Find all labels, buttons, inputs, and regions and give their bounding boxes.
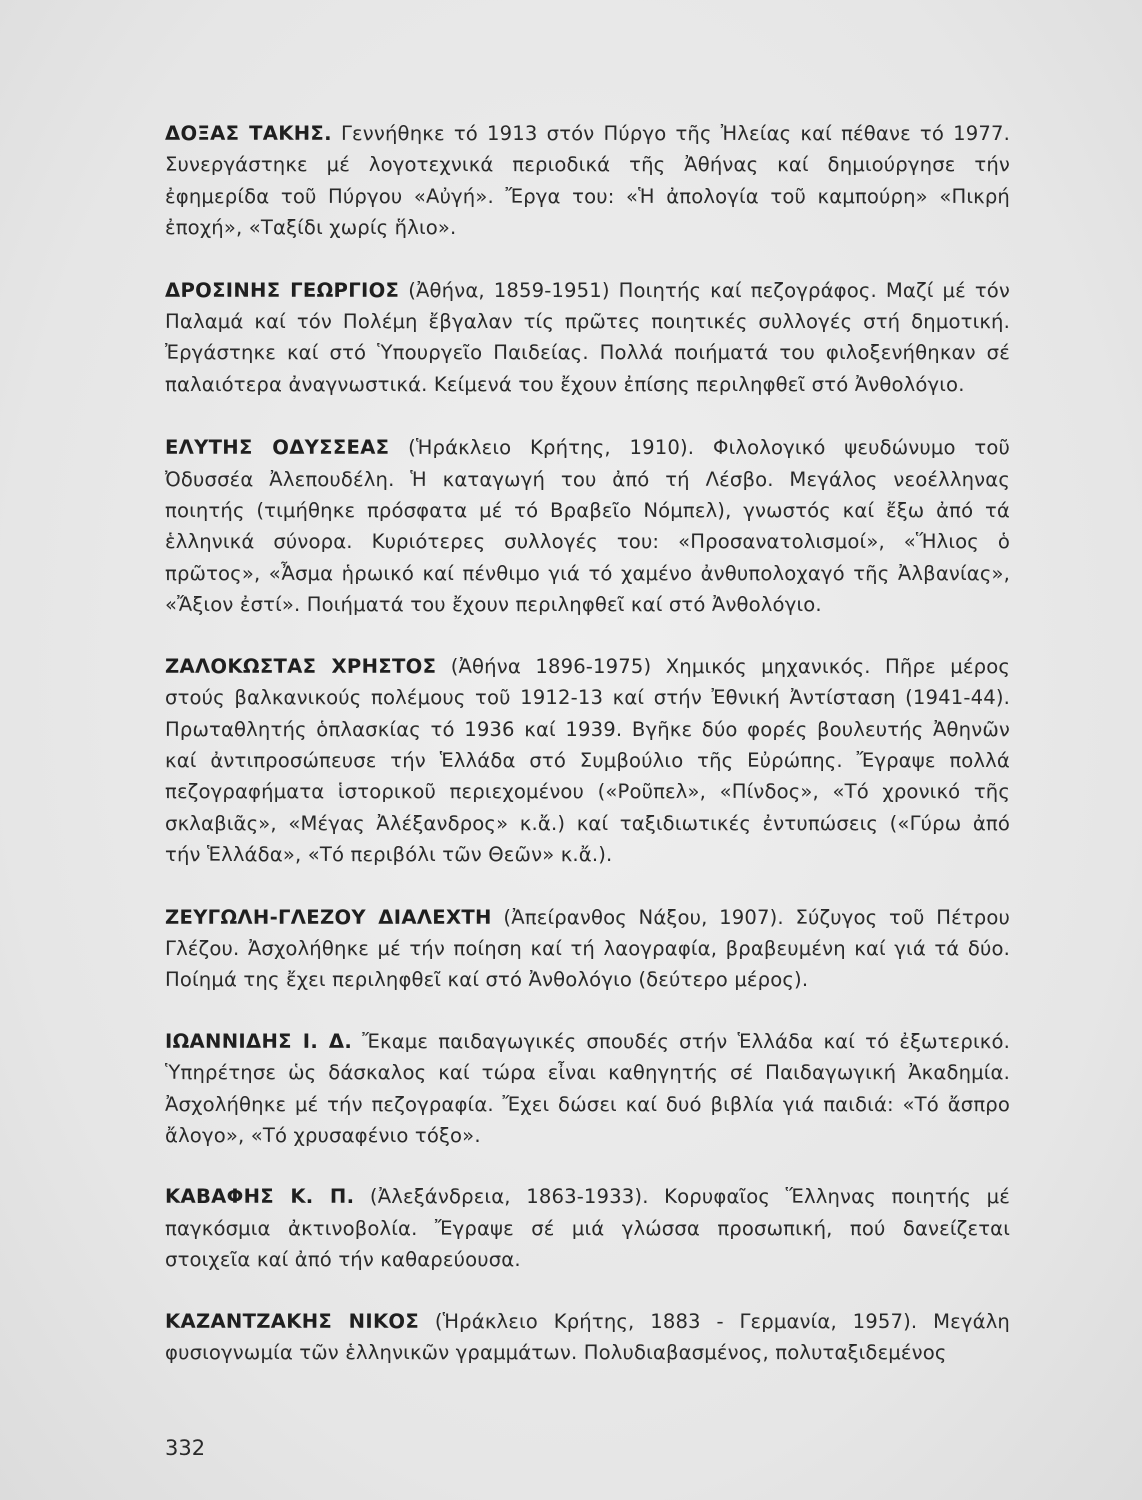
entry-text: (Ἡράκλειο Κρήτης, 1910). Φιλολογικό ψευδώνυμο τοῦ Ὀδυσσέα Ἀλεπουδέλη. Ἡ καταγωγή του ἀπό τή Λέσβο. Μεγάλος νεοέλληνας ποιητής (τιμήθηκε πρόσφατα μέ τό Βραβεῖο Νόμπελ), γνωστός καί ἔξω ἀπό τά ἑλληνικά σύνορα. Κυριότερες συλλογές του: «Προσανατολισμοί», «Ἥλιος ὁ πρῶτος», «Ἆσμα ἡρωικό καί πένθιμο γιά τό χαμένο ἀνθυπολοχαγό τῆς Ἀλβανίας», «Ἄξιον ἐστί». Ποιήματά του ἔχουν περιληφθεῖ καί στό Ἀνθολόγιο.: [165, 436, 1011, 617]
biography-entry: [165, 651, 1010, 871]
entry-name: ΙΩΑΝΝΙΔΗΣ Ι. Δ.: [165, 1029, 353, 1053]
biography-entry: [165, 1306, 1010, 1369]
biography-entry: [165, 1026, 1010, 1152]
entry-text: Γεννήθηκε τό 1913 στόν Πύργο τῆς Ἠλείας καί πέθανε τό 1977. Συνεργάστηκε μέ λογοτεχνικά περιοδικά τῆς Ἀθήνας καί δημιούργησε τήν ἐφημερίδα τοῦ Πύργου «Αὐγή». Ἔργα του: «Ἡ ἀπολογία τοῦ καμπούρη» «Πικρή ἐποχή», «Ταξίδι χωρίς ἥλιο».: [165, 122, 1010, 240]
entry-text: (Ἀπείρανθος Νάξου, 1907). Σύζυγος τοῦ Πέτρου Γλέζου. Ἀσχολήθηκε μέ τήν ποίηση καί τή λαογραφία, βραβευμένη καί γιά τά δύο. Ποίημά της ἔχει περιληφθεῖ καί στό Ἀνθολόγιο (δεύτερο μέρος).: [165, 905, 1010, 992]
entry-text: (Ἡράκλειο Κρήτης, 1883 - Γερμανία, 1957). Μεγάλη φυσιογνωμία τῶν ἑλληνικῶν γραμμάτων. Πολυδιαβασμένος, πολυταξιδεμένος: [165, 1309, 1011, 1364]
entry-text: (Ἀθήνα 1896-1975) Χημικός μηχανικός. Πῆρε μέρος στούς βαλκανικούς πολέμους τοῦ 1912-13 καί στήν Ἐθνική Ἀντίσταση (1941-44). Πρωταθλητής ὁπλασκίας τό 1936 καί 1939. Βγῆκε δύο φορές βουλευτής Ἀθηνῶν καί ἀντιπροσώπευσε τήν Ἑλλάδα στό Συμβούλιο τῆς Εὐρώπης. Ἔγραψε πολλά πεζογραφήματα ἱστορικοῦ περιεχομένου («Ροῦπελ», «Πίνδος», «Τό χρονικό τῆς σκλαβιᾶς», «Μέγας Ἀλέξανδρος» κ.ἄ.) καί ταξιδιωτικές ἐντυπώσεις («Γύρω ἀπό τήν Ἑλλάδα», «Τό περιβόλι τῶν Θεῶν» κ.ἄ.).: [165, 654, 1010, 867]
biography-entry: [165, 118, 1010, 244]
biography-entry: [165, 1181, 1010, 1275]
entry-name: ΔΟΞΑΣ ΤΑΚΗΣ.: [165, 122, 332, 145]
biography-list: [165, 118, 1010, 1399]
entry-name: ΚΑΖΑΝΤΖΑΚΗΣ ΝΙΚΟΣ: [165, 1309, 420, 1333]
entry-name: ΖΑΛΟΚΩΣΤΑΣ ΧΡΗΣΤΟΣ: [165, 654, 437, 678]
entry-name: ΖΕΥΓΩΛΗ-ΓΛΕΖΟΥ ΔΙΑΛΕΧΤΗ: [165, 905, 492, 929]
biography-entry: [165, 432, 1010, 620]
entry-name: ΔΡΟΣΙΝΗΣ ΓΕΩΡΓΙΟΣ: [165, 278, 400, 302]
biography-entry: [165, 275, 1010, 401]
biography-entry: [165, 902, 1010, 996]
entry-name: ΚΑΒΑΦΗΣ Κ. Π.: [165, 1185, 355, 1209]
page-number: 332: [165, 1436, 206, 1460]
entry-text: (Ἀλεξάνδρεια, 1863-1933). Κορυφαῖος Ἕλληνας ποιητής μέ παγκόσμια ἀκτινοβολία. Ἔγραψε σέ μιά γλώσσα προσωπική, πού δανείζεται στοιχεῖα καί ἀπό τήν καθαρεύουσα.: [165, 1185, 1010, 1272]
entry-text: (Ἀθήνα, 1859-1951) Ποιητής καί πεζογράφος. Μαζί μέ τόν Παλαμά καί τόν Πολέμη ἔβγαλαν τίς πρῶτες ποιητικές συλλογές στή δημοτική. Ἐργάστηκε καί στό Ὑπουργεῖο Παιδείας. Πολλά ποιήματά του φιλοξενήθηκαν σέ παλαιότερα ἀναγνωστικά. Κείμενά του ἔχουν ἐπίσης περιληφθεῖ στό Ἀνθολόγιο.: [165, 278, 1010, 396]
entry-name: ΕΛΥΤΗΣ ΟΔΥΣΣΕΑΣ: [165, 436, 390, 460]
entry-text: Ἔκαμε παιδαγωγικές σπουδές στήν Ἑλλάδα καί τό ἐξωτερικό. Ὑπηρέτησε ὡς δάσκαλος καί τώρα εἶναι καθηγητής σέ Παιδαγωγική Ἀκαδημία. Ἀσχολήθηκε μέ τήν πεζογραφία. Ἔχει δώσει καί δυό βιβλία γιά παιδιά: «Τό ἄσπρο ἄλογο», «Τό χρυσαφένιο τόξο».: [165, 1029, 1010, 1147]
